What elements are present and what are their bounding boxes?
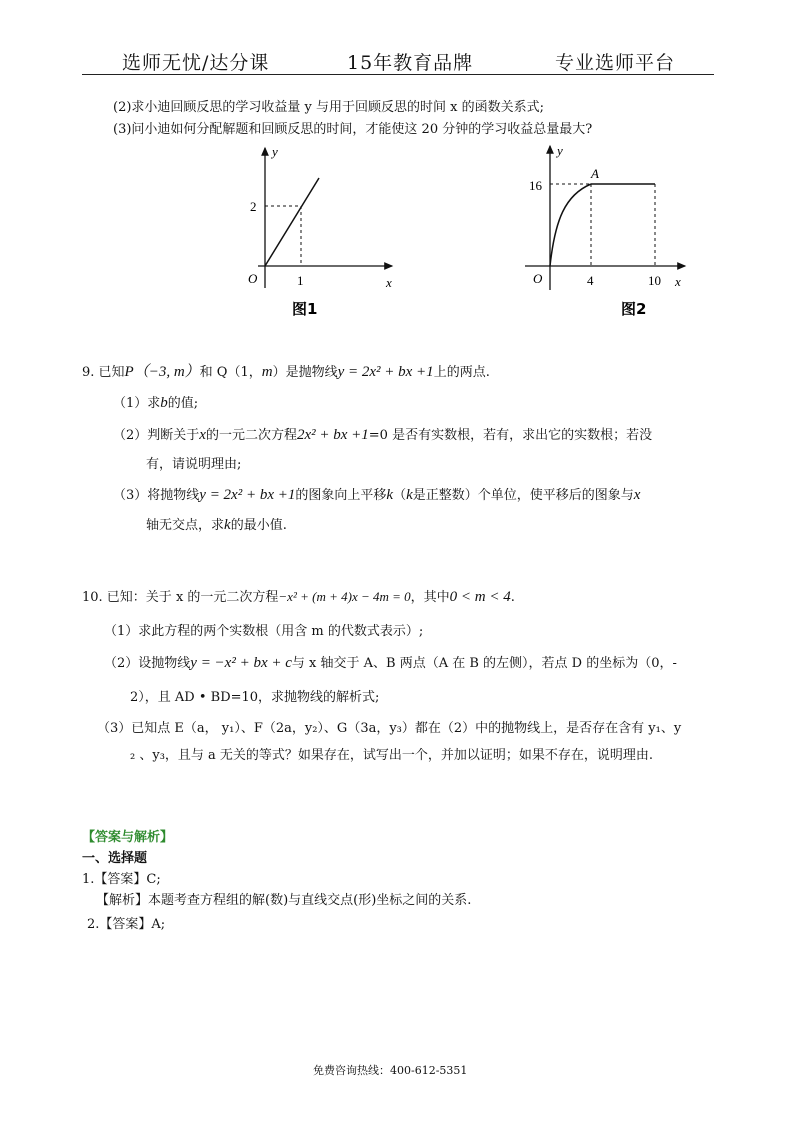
header-rule bbox=[82, 74, 714, 75]
q10-part3-line2: ₂ 、y₃，且与 a 无关的等式？如果存在，试写出一个，并加以证明；如果不存在，说明理由. bbox=[130, 748, 654, 763]
fig2-y-label: y bbox=[557, 143, 563, 158]
figure-2 bbox=[515, 140, 695, 322]
answer-1: 1.【答案】C; bbox=[82, 872, 161, 887]
q9-stem: 9. 已知P（−3, m）和 Q（1，m）是抛物线y = 2x² + bx +1上的两点. bbox=[82, 364, 490, 380]
q10-stem: 10. 已知：关于 x 的一元二次方程−x² + (m + 4)x − 4m = 0，其中0 < m < 4. bbox=[82, 589, 515, 605]
q9-part3-line2: 轴无交点，求k的最小值. bbox=[146, 517, 287, 533]
answers-heading: 【答案与解析】 bbox=[82, 830, 174, 845]
q10-part2-line2: 2），且 AD • BD=10，求抛物线的解析式; bbox=[130, 690, 380, 705]
fig2-origin: O bbox=[533, 271, 543, 286]
fig1-origin: O bbox=[248, 271, 258, 286]
fig1-line bbox=[265, 178, 319, 266]
answer-1-explanation: 【解析】本题考查方程组的解(数)与直线交点(形)坐标之间的关系. bbox=[96, 893, 472, 908]
fig2-x-label: x bbox=[675, 274, 681, 289]
fig2-caption: 图2 bbox=[621, 300, 647, 318]
q9-part3: （3）将抛物线y = 2x² + bx +1的图象向上平移k（k是正整数）个单位，使平移后的图象与x bbox=[113, 487, 641, 503]
q9-part2: （2）判断关于x的一元二次方程2x² + bx +1=0 是否有实数根，若有，求出它的实数根；若没 bbox=[113, 427, 653, 443]
header-center: 15年教育品牌 bbox=[347, 52, 474, 74]
fig2-tick-y: 16 bbox=[529, 178, 542, 193]
fig2-tick-x2: 10 bbox=[648, 273, 661, 288]
answers-section-title: 一、选择题 bbox=[82, 851, 148, 866]
q8-part3: (3)问小迪如何分配解题和回顾反思的时间，才能使这 20 分钟的学习收益总量最大? bbox=[113, 122, 593, 137]
header-left: 选师无忧/达分课 bbox=[122, 52, 270, 74]
figure-1 bbox=[240, 138, 410, 323]
fig1-caption: 图1 bbox=[292, 300, 318, 318]
q9-part1: （1）求b的值; bbox=[113, 395, 199, 411]
fig2-tick-x1: 4 bbox=[587, 273, 594, 288]
fig1-tick-y: 2 bbox=[250, 199, 257, 214]
footer-hotline: 免费咨询热线：400-612-5351 bbox=[313, 1064, 468, 1077]
q8-part2: (2)求小迪回顾反思的学习收益量 y 与用于回顾反思的时间 x 的函数关系式; bbox=[113, 100, 544, 115]
answer-2: 2.【答案】A; bbox=[87, 917, 166, 932]
fig1-y-label: y bbox=[272, 144, 278, 159]
q10-part3-line1: （3）已知点 E（a， y₁）、F（2a，y₂）、G（3a，y₃）都在（2）中的抛物线上，是否存在含有 y₁、y bbox=[97, 721, 682, 736]
fig2-point-label: A bbox=[591, 166, 599, 181]
q9-part2-line2: 有，请说明理由; bbox=[146, 457, 242, 472]
fig1-tick-x: 1 bbox=[297, 273, 304, 288]
q10-part1: （1）求此方程的两个实数根（用含 m 的代数式表示）; bbox=[104, 624, 424, 639]
header-right: 专业选师平台 bbox=[555, 52, 676, 74]
fig1-x-label: x bbox=[386, 275, 392, 290]
fig2-curve bbox=[550, 184, 591, 266]
q10-part2: （2）设抛物线y = −x² + bx + c与 x 轴交于 A、B 两点（A 在 B 的左侧），若点 D 的坐标为（0，- bbox=[104, 655, 677, 671]
